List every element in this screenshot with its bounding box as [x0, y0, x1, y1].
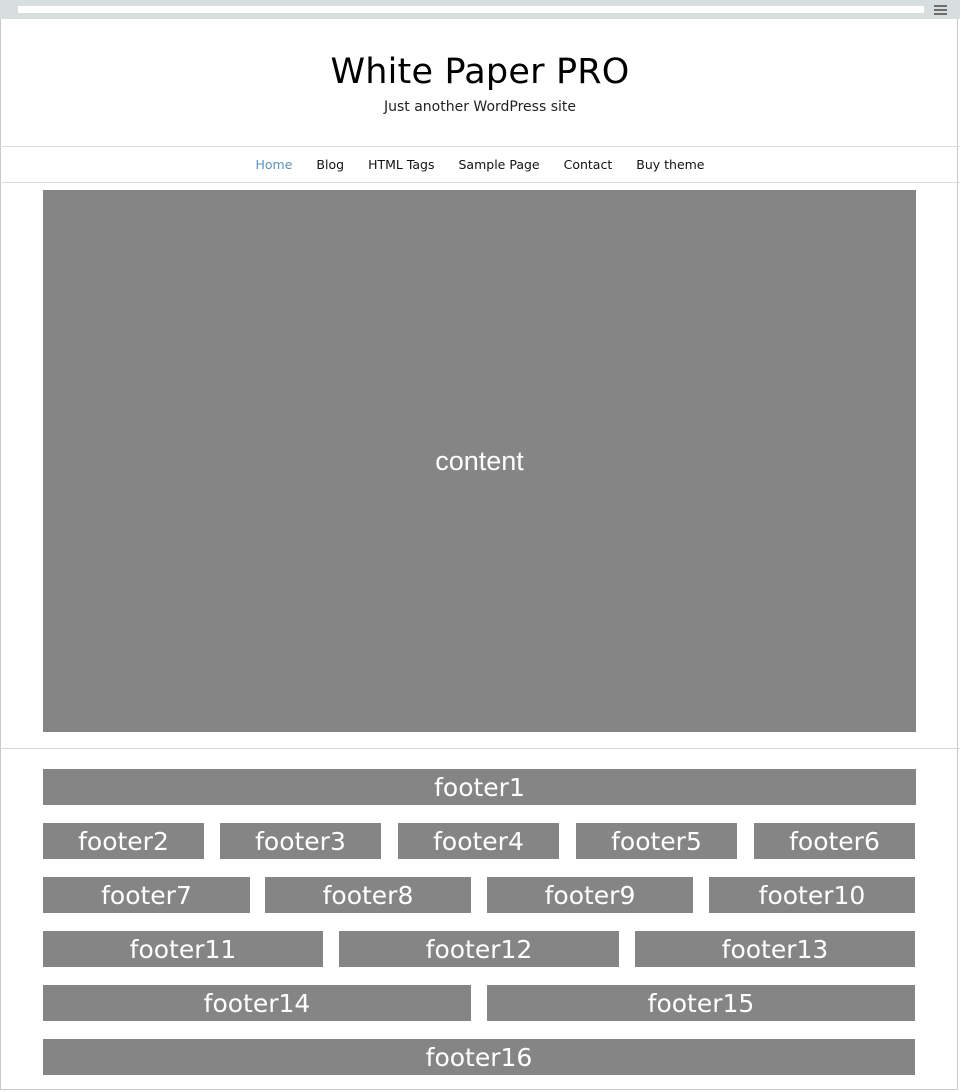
footer-widget-7: footer7: [43, 877, 250, 913]
nav-item-contact[interactable]: Contact: [563, 157, 613, 172]
top-bar: [0, 0, 960, 19]
nav-item-html-tags[interactable]: HTML Tags: [368, 157, 435, 172]
footer-widget-12: footer12: [339, 931, 619, 967]
footer-widget-16: footer16: [43, 1039, 915, 1075]
hamburger-menu-icon[interactable]: [934, 5, 947, 15]
footer-divider: [0, 748, 960, 749]
main-navigation: [0, 146, 960, 183]
content-area: [43, 190, 916, 732]
nav-item-home[interactable]: Home: [255, 157, 293, 172]
footer-widget-11: footer11: [43, 931, 323, 967]
footer-widget-1: footer1: [43, 769, 916, 805]
footer-widget-3: footer3: [220, 823, 381, 859]
footer-widget-6: footer6: [754, 823, 915, 859]
nav-item-blog[interactable]: Blog: [316, 157, 345, 172]
content-label: content: [435, 445, 524, 476]
footer-widget-9: footer9: [487, 877, 693, 913]
site-title[interactable]: White Paper PRO: [330, 52, 630, 92]
site-description: Just another WordPress site: [383, 99, 576, 115]
footer-widget-13: footer13: [635, 931, 915, 967]
nav-item-buy-theme[interactable]: Buy theme: [636, 157, 705, 172]
footer-widget-5: footer5: [576, 823, 737, 859]
footer-widget-2: footer2: [43, 823, 204, 859]
footer-widget-10: footer10: [709, 877, 915, 913]
footer-widget-14: footer14: [43, 985, 471, 1021]
nav-item-sample-page[interactable]: Sample Page: [458, 157, 540, 172]
top-bar-track: [18, 6, 924, 13]
footer-widget-15: footer15: [487, 985, 915, 1021]
footer-widget-8: footer8: [265, 877, 471, 913]
footer-widget-4: footer4: [398, 823, 559, 859]
